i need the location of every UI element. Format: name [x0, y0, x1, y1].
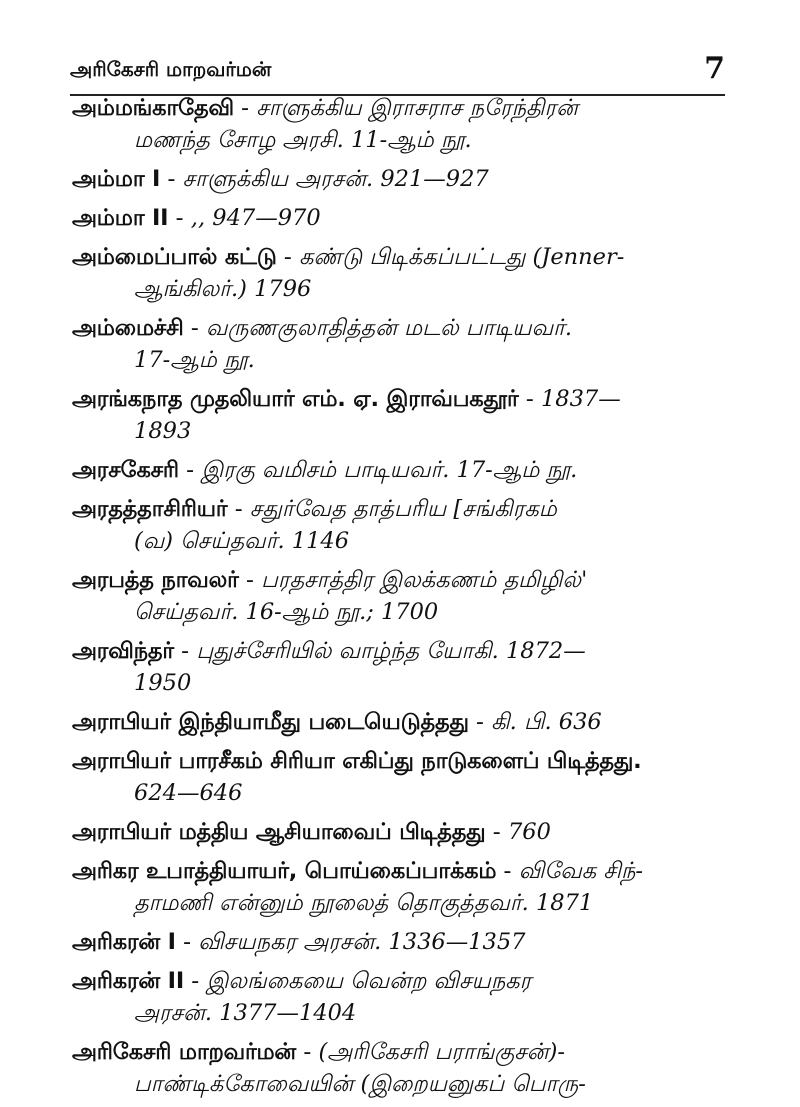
dictionary-entry	[72, 855, 728, 919]
entry-headword: அரிகேசரி மாறவர்மன்	[72, 1039, 297, 1065]
entry-headword: அரவிந்தர்	[72, 638, 174, 664]
entry-description: விசயநகர அரசன். 1336—1357	[198, 929, 526, 955]
entry-headword: அம்மைச்சி	[72, 315, 184, 341]
entry-description: இலங்கையை வென்ற விசயநகர	[206, 968, 532, 994]
entry-description: புதுச்சேரியில் வாழ்ந்த யோகி. 1872—	[196, 638, 586, 664]
dictionary-entry	[72, 383, 728, 447]
entry-headword: அராபியர் பாரசீகம் சிரியா எகிப்து நாடுகளைப் பிடித்தது.	[72, 748, 642, 774]
running-head: அரிகேசரி மாறவர்மன்	[70, 57, 272, 81]
entry-description: சாளுக்கிய இராசராச நரேந்திரன்	[256, 95, 578, 121]
entry-separator: -	[238, 567, 262, 593]
page-number: 7	[704, 51, 725, 86]
entry-description: கி. பி. 636	[491, 709, 602, 735]
entry-headword: அரிகரன் I	[72, 929, 176, 955]
entry-headword: அரங்கநாத முதலியார் எம். ஏ. இராவ்பகதூர்	[72, 386, 519, 412]
dictionary-entry	[72, 241, 728, 305]
entry-list	[72, 92, 728, 1107]
dictionary-entry	[72, 1036, 728, 1100]
entry-headword: அம்மா II	[72, 205, 169, 231]
entry-headword: அராபியர் மத்திய ஆசியாவைப் பிடித்தது	[72, 819, 486, 845]
dictionary-entry	[72, 454, 728, 486]
entry-separator: -	[485, 819, 508, 845]
entry-headword: அரிகர உபாத்தியாயர், பொய்கைப்பாக்கம்	[72, 858, 497, 884]
entry-description: ,, 947—970	[190, 205, 321, 231]
entry-separator: -	[183, 315, 207, 341]
dictionary-entry	[72, 92, 728, 156]
page-header	[70, 34, 725, 96]
entry-separator: -	[296, 1039, 319, 1065]
entry-description: விவேக சிந்-	[518, 858, 643, 884]
entry-continuation: ஆங்கிலர்.) 1796	[134, 276, 312, 302]
entry-separator: -	[233, 95, 257, 121]
entry-description: சதுர்வேத தாத்பரிய [சங்கிரகம்	[249, 496, 557, 522]
entry-continuation: செய்தவர். 16-ஆம் நூ.; 1700	[134, 599, 439, 625]
entry-description: கண்டு பிடிக்கப்பட்டது (Jenner-	[299, 244, 625, 270]
entry-separator: -	[175, 929, 199, 955]
dictionary-entry	[72, 312, 728, 376]
entry-description: 760	[507, 819, 551, 845]
entry-description: பரதசாத்திர இலக்கணம் தமிழில்'	[261, 567, 588, 593]
entry-separator: -	[184, 968, 207, 994]
entry-separator: -	[496, 858, 519, 884]
dictionary-entry	[72, 635, 728, 699]
entry-continuation: பாண்டிக்கோவையின் (இறையனுகப் பொரு-	[134, 1071, 586, 1097]
entry-continuation: அரசன். 1377—1404	[134, 1000, 357, 1026]
entry-headword: அரிகரன் II	[72, 968, 185, 994]
entry-continuation: 17-ஆம் நூ.	[134, 347, 255, 373]
entry-headword: அம்மைப்பால் கட்டு	[72, 244, 277, 270]
entry-continuation: 1893	[134, 418, 192, 444]
entry-description: வருணகுலாதித்தன் மடல் பாடியவர்.	[206, 315, 573, 341]
entry-description: 1837—	[540, 386, 621, 412]
entry-continuation: 1950	[134, 670, 192, 696]
entry-separator: -	[178, 457, 202, 483]
entry-description: (அரிகேசரி பராங்குசன்)-	[318, 1039, 565, 1065]
entry-separator: -	[518, 386, 541, 412]
dictionary-entry	[72, 706, 728, 738]
entry-headword: அரதத்தாசிரியர்	[72, 496, 228, 522]
entry-description: இரகு வமிசம் பாடியவர். 17-ஆம் நூ.	[201, 457, 578, 483]
dictionary-entry	[72, 493, 728, 557]
entry-headword: அம்மா I	[72, 166, 161, 192]
dictionary-entry	[72, 926, 728, 958]
entry-separator: -	[276, 244, 300, 270]
entry-headword: அராபியர் இந்தியாமீது படையெடுத்தது	[72, 709, 469, 735]
dictionary-entry	[72, 816, 728, 848]
entry-separator: -	[468, 709, 492, 735]
entry-separator: -	[168, 205, 191, 231]
dictionary-entry	[72, 745, 728, 809]
entry-continuation: தாமணி என்னும் நூலைத் தொகுத்தவர். 1871	[134, 890, 594, 916]
entry-continuation: மணந்த சோழ அரசி. 11-ஆம் நூ.	[134, 127, 472, 153]
entry-separator: -	[227, 496, 250, 522]
dictionary-entry	[72, 202, 728, 234]
dictionary-entry	[72, 965, 728, 1029]
entry-continuation: (வ) செய்தவர். 1146	[134, 528, 350, 554]
entry-headword: அரசகேசரி	[72, 457, 179, 483]
entry-separator: -	[173, 638, 197, 664]
dictionary-entry	[72, 564, 728, 628]
dictionary-entry	[72, 163, 728, 195]
entry-headword: அரபத்த நாவலர்	[72, 567, 239, 593]
entry-continuation: 624—646	[134, 780, 243, 806]
entry-headword: அம்மங்காதேவி	[72, 95, 234, 121]
entry-separator: -	[160, 166, 183, 192]
entry-description: சாளுக்கிய அரசன். 921—927	[182, 166, 489, 192]
